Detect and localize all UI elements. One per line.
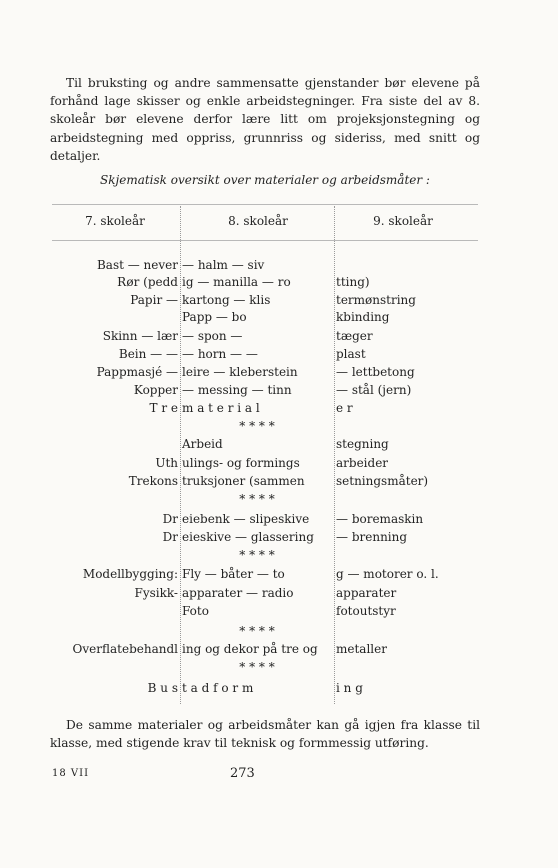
- table-cell: leire — kleberstein: [182, 365, 298, 379]
- table-cell: Modellbygging:: [82, 567, 178, 581]
- table-cell: * * * *: [239, 492, 275, 506]
- intro-paragraph: Til bruksting og andre sammensatte gjenstander bør elevene på forhånd lage skisser og enkle arbeidstegninger. Fra siste del av 8. skoleår bør elevene derfor lære litt om projeksjonstegning og arbeidstegning med oppriss, grunnriss og sideriss, med snitt og detaljer.: [50, 76, 480, 163]
- table-cell: Rør (pedd: [117, 275, 178, 289]
- table-cell: metaller: [336, 642, 387, 656]
- table-cell: — lettbetong: [336, 365, 415, 379]
- table-cell: Dr: [162, 512, 178, 526]
- table-row: [0, 623, 558, 639]
- table-cell: T r e: [149, 401, 178, 415]
- table-cell: * * * *: [239, 660, 275, 674]
- table-rule-header: [52, 240, 478, 241]
- table-cell: — horn — —: [182, 347, 258, 361]
- table-cell: * * * *: [239, 624, 275, 638]
- table-cell: ulings- og formings: [182, 456, 300, 470]
- table-row: [0, 274, 558, 290]
- table-row: [0, 436, 558, 452]
- table-cell: Foto: [182, 604, 209, 618]
- column-header-8: 8. skoleår: [228, 214, 288, 228]
- table-cell: — brenning: [336, 530, 408, 544]
- table-cell: Overflatebehandl: [72, 642, 178, 656]
- table-cell: * * * *: [239, 419, 275, 433]
- table-row: [0, 529, 558, 545]
- table-row: [0, 400, 558, 416]
- table-cell: Bein — —: [118, 347, 178, 361]
- signature-mark: 18 VII: [52, 768, 90, 779]
- table-cell: m a t e r i a l: [182, 401, 260, 415]
- table-cell: ing og dekor på tre og: [182, 642, 318, 656]
- table-row: [0, 364, 558, 380]
- table-cell: apparater: [336, 586, 397, 600]
- table-cell: stegning: [336, 437, 389, 451]
- table-cell: Bast — never: [96, 258, 178, 272]
- table-cell: Papir —: [130, 293, 178, 307]
- table-cell: apparater — radio: [182, 586, 294, 600]
- table-cell: g — motorer o. l.: [336, 567, 439, 581]
- table-cell: — halm — siv: [182, 258, 265, 272]
- table-cell: Uth: [155, 456, 178, 470]
- table-cell: kbinding: [336, 310, 390, 324]
- table-cell: i n g: [336, 681, 363, 695]
- table-cell: t a d f o r m: [182, 681, 254, 695]
- table-cell: — spon —: [182, 329, 243, 343]
- table-cell: Dr: [162, 530, 178, 544]
- table-row: [0, 418, 558, 434]
- closing-paragraph: De samme materialer og arbeidsmåter kan gå igjen fra klasse til klasse, med stigende krav til teknisk og formmessig utføring.: [50, 718, 480, 751]
- table-cell: fotoutstyr: [336, 604, 396, 618]
- table-cell: Kopper: [133, 383, 178, 397]
- table-cell: truksjoner (sammen: [182, 474, 305, 488]
- table-cell: arbeider: [336, 456, 389, 470]
- table-cell: setningsmåter): [336, 474, 429, 488]
- column-header-9: 9. skoleår: [373, 214, 433, 228]
- table-row: [0, 346, 558, 362]
- table-cell: termønstring: [336, 293, 416, 307]
- table-row: [0, 328, 558, 344]
- table-cell: tæger: [336, 329, 373, 343]
- table-cell: eieskive — glassering: [182, 530, 314, 544]
- table-cell: — messing — tinn: [182, 383, 292, 397]
- table-row: [0, 382, 558, 398]
- table-row: [0, 292, 558, 308]
- table-row: [0, 585, 558, 601]
- table-row: [0, 603, 558, 619]
- table-cell: plast: [336, 347, 366, 361]
- table-cell: — stål (jern): [336, 383, 412, 397]
- page-number: 273: [230, 766, 255, 781]
- table-row: [0, 547, 558, 563]
- table-cell: Papp — bo: [182, 310, 247, 324]
- table-row: [0, 455, 558, 471]
- table-cell: Trekons: [128, 474, 178, 488]
- table-cell: Skinn — lær: [102, 329, 178, 343]
- table-cell: ig — manilla — ro: [182, 275, 291, 289]
- table-row: [0, 491, 558, 507]
- table-cell: Fysikk-: [134, 586, 178, 600]
- table-cell: e r: [336, 401, 353, 415]
- table-row: [0, 257, 558, 273]
- table-row: [0, 309, 558, 325]
- chart-title: Skjematisk oversikt over materialer og arbeidsmåter :: [100, 173, 430, 187]
- table-row: [0, 659, 558, 675]
- table-cell: kartong — klis: [182, 293, 271, 307]
- table-cell: — boremaskin: [336, 512, 424, 526]
- table-row: [0, 511, 558, 527]
- table-cell: Arbeid: [182, 437, 223, 451]
- table-row: [0, 566, 558, 582]
- table-cell: tting): [336, 275, 370, 289]
- table-rule-top: [52, 204, 478, 205]
- table-cell: B u s: [147, 681, 178, 695]
- table-row: [0, 680, 558, 696]
- table-cell: Fly — båter — to: [182, 567, 285, 581]
- table-cell: Pappmasjé —: [96, 365, 178, 379]
- column-header-7: 7. skoleår: [85, 214, 145, 228]
- table-row: [0, 473, 558, 489]
- table-row: [0, 641, 558, 657]
- table-cell: eiebenk — slipeskive: [182, 512, 310, 526]
- table-cell: * * * *: [239, 548, 275, 562]
